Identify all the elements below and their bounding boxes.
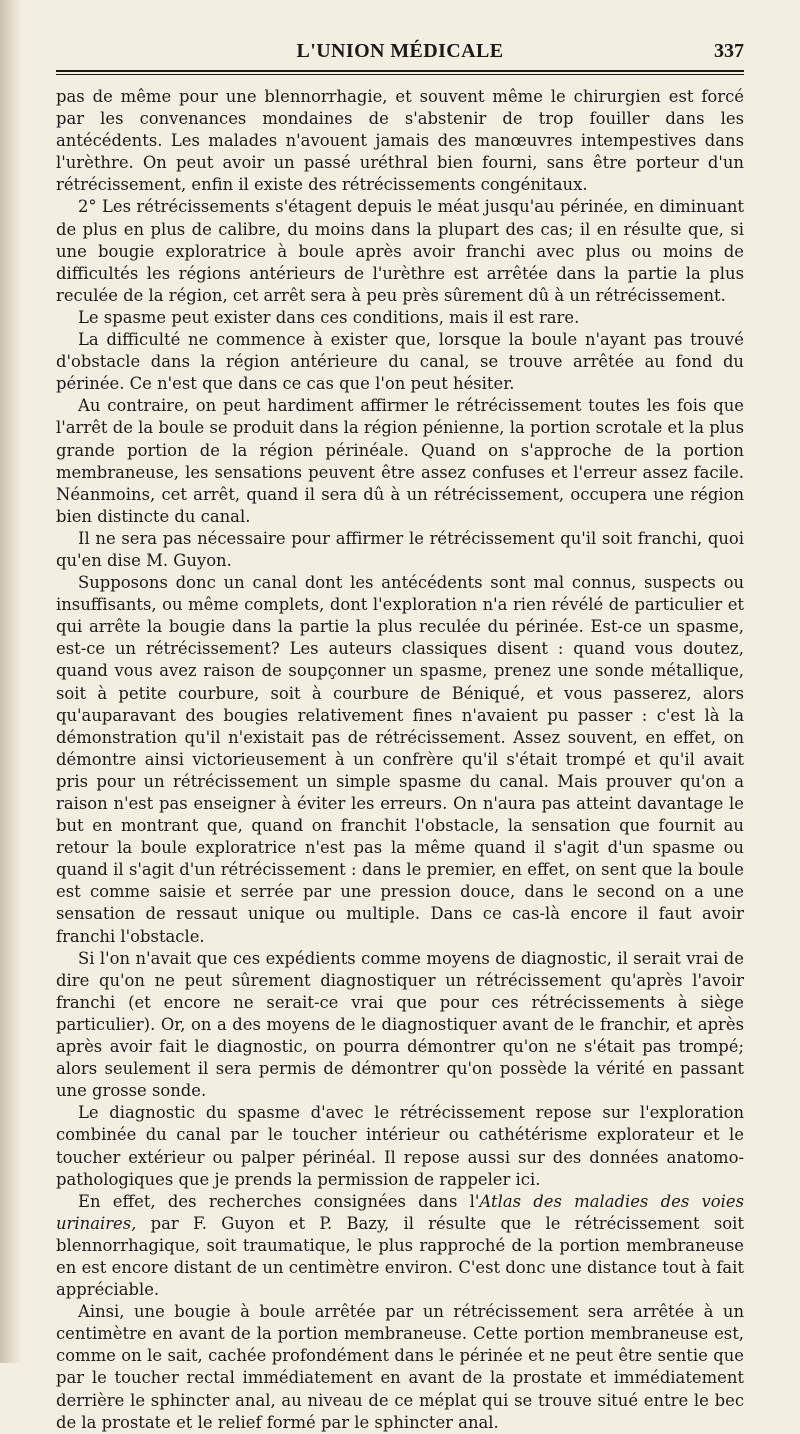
paragraph: La difficulté ne commence à exister que, lorsque la boule n'ayant pas trouvé d'obstacle dans la région antérieure du canal, se trouve arrêtée au fond du périnée. Ce n'est que dans ce cas que l'on peut hésiter. bbox=[56, 330, 744, 394]
paragraph: 2° Les rétrécissements s'étagent depuis le méat jusqu'au périnée, en diminuant de plus en plus de calibre, du moins dans la plupart des cas; il en résulte que, si une bougie exploratrice à boule après avoir franchi avec plus ou moins de difficultés les régions antérieurs de l'urèthre est arrêtée dans la partie la plus reculée de la région, cet arrêt sera à peu près sûrement dû à un rétrécissement. bbox=[56, 197, 744, 305]
page-number: 337 bbox=[714, 40, 744, 62]
atlas-text-after: par F. Guyon et P. Bazy, il résulte que le rétrécissement soit blennorrhagique, soit traumatique, le plus rapproché de la portion membraneuse en est encore distant de un centimètre environ. C'est donc une distance tout à fait appréciable. bbox=[56, 1213, 744, 1300]
document-page bbox=[56, 0, 745, 1432]
paragraph: Au contraire, on peut hardiment affirmer le rétrécissement toutes les fois que l'arrêt de la boule se produit dans la région pénienne, la portion scrotale et la plus grande portion de la région périnéale. Quand on s'approche de la portion membraneuse, les sensations peuvent être assez confuses et l'erreur assez facile. Néanmoins, cet arrêt, quand il sera dû à un rétrécissement, occupera une région bien distincte du canal. bbox=[56, 396, 744, 526]
paragraph: pas de même pour une blennorrhagie, et souvent même le chirurgien est forcé par les convenances mondaines de s'abstenir de trop fouiller dans les antécédents. Les malades n'avouent jamais des manœuvres intempestives dans l'urèthre. On peut avoir un passé uréthral bien fourni, sans être porteur d'un rétrécissement, enfin il existe des rétrécissements congénitaux. bbox=[56, 87, 744, 195]
page-header bbox=[56, 34, 744, 64]
header-rule bbox=[56, 70, 744, 72]
paragraph: Le diagnostic du spasme d'avec le rétrécissement repose sur l'exploration combinée du canal par le toucher intérieur ou cathétérisme explorateur et le toucher extérieur ou palper périnéal. Il repose aussi sur des données anatomo-pathologiques que je prends la permission de rappeler ici. bbox=[56, 1103, 744, 1189]
paragraph: Ainsi, une bougie à boule arrêtée par un rétrécissement sera arrêtée à un centimètre en avant de la portion membraneuse. Cette portion membraneuse est, comme on le sait, cachée profondément dans le périnée et ne peut être sentie que par le toucher rectal immédiatement en avant de la prostate et immédiatement derrière le sphincter anal, au niveau de ce méplat qui se trouve situé entre le bec de la prostate et le relief formé par le sphincter anal. bbox=[56, 1302, 744, 1432]
atlas-book-title: Atlas des maladies des voies urinaires, bbox=[56, 1191, 745, 1233]
atlas-text-before: En effet, des recherches consignées dans l' bbox=[78, 1191, 480, 1211]
body-text bbox=[56, 86, 744, 1434]
header-rule-thin bbox=[56, 74, 744, 75]
paragraph-atlas bbox=[56, 1191, 744, 1301]
scan-binding-edge bbox=[0, 0, 22, 1363]
paragraph: Si l'on n'avait que ces expédients comme moyens de diagnostic, il serait vrai de dire qu'on ne peut sûrement diagnostiquer un rétrécissement qu'après l'avoir franchi (et encore ne serait-ce vrai que pour ces rétrécissements à siège particulier). Or, on a des moyens de le diagnostiquer avant de le franchir, et après après avoir fait le diagnostic, on pourra démontrer qu'on ne s'était pas trompé; alors seulement il sera permis de démontrer qu'on possède la vérité en passant une grosse sonde. bbox=[56, 948, 744, 1101]
running-title: L'UNION MÉDICALE bbox=[296, 40, 504, 62]
paragraph: Le spasme peut exister dans ces conditions, mais il est rare. bbox=[78, 307, 580, 327]
paragraph: Supposons donc un canal dont les antécédents sont mal connus, suspects ou insuffisants, ou même complets, dont l'exploration n'a rien révélé de particulier et qui arrête la bougie dans la partie la plus reculée du périnée. Est-ce un spasme, est-ce un rétrécissement? Les auteurs classiques disent : quand vous doutez, quand vous avez raison de soupçonner un spasme, prenez une sonde métallique, soit à petite courbure, soit à courbure de Béniqué, et vous passerez, alors qu'auparavant des bougies relativement fines n'avaient pu passer : c'est là la démonstration qu'il n'existait pas de rétrécissement. Assez souvent, en effet, on démontre ainsi victorieusement à un confrère qu'il s'était trompé et qu'il avait pris pour un rétrécissement un simple spasme du canal. Mais prouver qu'on a raison n'est pas enseigner à éviter les erreurs. On n'aura pas atteint davantage le but en montrant que, quand on franchit l'obstacle, la sensation que fournit au retour la boule exploratrice n'est pas la même quand il s'agit d'un spasme ou quand il s'agit d'un rétrécissement : dans le premier, en effet, on sent que la boule est comme saisie et serrée par une pression douce, dans le second on a une sensation de ressaut unique ou multiple. Dans ce cas-là encore il faut avoir franchi l'obstacle. bbox=[56, 573, 744, 946]
paragraph: Il ne sera pas nécessaire pour affirmer le rétrécissement qu'il soit franchi, quoi qu'en dise M. Guyon. bbox=[56, 528, 744, 570]
